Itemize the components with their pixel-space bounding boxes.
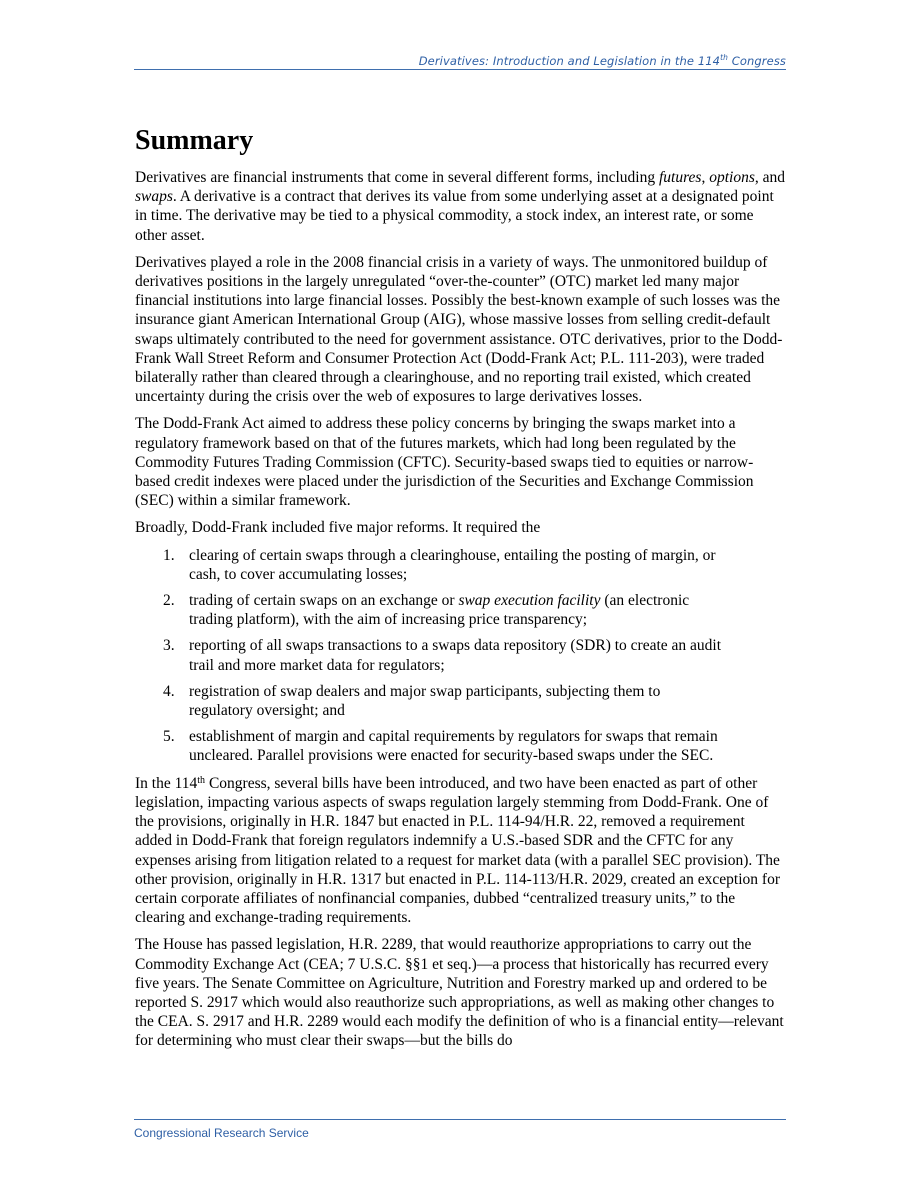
term-swap-execution-facility: swap execution facility [458, 592, 601, 610]
list-item-text: establishment of margin and capital requirements by regulators for swaps that remain uncleared. Parallel provisions were enacted for security-based swaps under the SEC. [189, 728, 718, 765]
list-number: 1. [163, 546, 175, 564]
term-futures: futures [658, 169, 702, 186]
list-item-text-post: (an electronic trading platform), with the aim of increasing price transparency; [189, 592, 690, 629]
list-item [135, 636, 785, 674]
reforms-list [135, 546, 785, 766]
paragraph-4: Broadly, Dodd-Frank included five major reforms. It required the [135, 519, 541, 537]
footer-label: Congressional Research Service [134, 1126, 309, 1140]
p5-text-pre: In the 114 [135, 774, 198, 792]
p5-ordinal: th [197, 774, 206, 786]
p1-text-g: . A derivative is a contract that derives its value from some underlying asset at a designated point in time. The derivative may be tied to a physical commodity, a stock index, an interest rate, or some other asset. [135, 188, 774, 244]
page-footer [134, 1119, 786, 1142]
list-item-text: reporting of all swaps transactions to a swaps data repository (SDR) to create an audit trail and more market data for regulators; [189, 637, 722, 674]
list-item [135, 727, 785, 765]
running-title [419, 54, 786, 68]
list-number: 5. [163, 728, 175, 746]
running-title-end: Congress [728, 54, 786, 68]
p1-text-c: , [701, 169, 710, 186]
running-header [134, 54, 786, 70]
term-swaps: swaps [135, 188, 173, 206]
p5-text-post: Congress, several bills have been introduced, and two have been enacted as part of other legislation, impacting various aspects of swaps regulation largely stemming from Dodd-Frank. One of the provisions, originally in H.R. 1847 but enacted in P.L. 114-94/H.R. 22, removed a requirement added in Dodd-Frank that foreign regulators indemnify a U.S.-based SDR and the CFTC for any expenses arising from litigation related to a request for market data (with a parallel SEC provision). The other provision, originally in H.R. 1317 but enacted in P.L. 114-113/H.R. 2029, created an exception for certain corporate affiliates of nonfinancial companies, dubbed “centralized treasury units,” to the clearing and exchange-trading requirements. [135, 774, 780, 927]
term-options: options [709, 169, 755, 186]
section-heading: Summary [135, 125, 254, 156]
running-title-main: Derivatives: Introduction and Legislation in the 114 [418, 54, 721, 68]
running-title-ordinal: th [720, 53, 728, 62]
paragraph-1 [135, 168, 785, 245]
p1-text-a: Derivatives are financial instruments that come in several different forms, including [135, 169, 659, 186]
list-item-text-pre: trading of certain swaps on an exchange or [189, 592, 459, 610]
summary-section [135, 124, 785, 1059]
paragraph-2: Derivatives played a role in the 2008 financial crisis in a variety of ways. The unmonitored buildup of derivatives positions in the largely unregulated “over-the-counter” (OTC) market led many major financial institutions into large financial losses. Possibly the best-known example of such losses was the insurance giant American International Group (AIG), whose massive losses from selling credit-default swaps ultimately contributed to the need for government assistance. OTC derivatives, prior to the Dodd-Frank Wall Street Reform and Consumer Protection Act (Dodd-Frank Act; P.L. 111-203), were traded bilaterally rather than cleared through a clearinghouse, and no reporting trail existed, which created uncertainty during the crisis over the web of exposures to large derivatives losses. [135, 253, 783, 406]
list-item [135, 546, 785, 584]
list-item-text: registration of swap dealers and major swap participants, subjecting them to regulatory oversight; and [189, 682, 661, 720]
list-number: 2. [163, 592, 175, 610]
list-item [135, 591, 785, 629]
list-number: 4. [163, 682, 175, 700]
p1-text-e: , and [754, 169, 785, 186]
list-item-text: clearing of certain swaps through a clearinghouse, entailing the posting of margin, or cash, to cover accumulating losses; [189, 546, 716, 583]
paragraph-6: The House has passed legislation, H.R. 2289, that would reauthorize appropriations to carry out the Commodity Exchange Act (CEA; 7 U.S.C. §§1 et seq.)—a process that historically has recurred every five years. The Senate Committee on Agriculture, Nutrition and Forestry marked up and ordered to be reported S. 2917 which would also reauthorize such appropriations, as well as making other changes to the CEA. S. 2917 and H.R. 2289 would each modify the definition of who is a financial entity—relevant for determining who must clear their swaps—but the bills do [135, 936, 784, 1050]
paragraph-3: The Dodd-Frank Act aimed to address these policy concerns by bringing the swaps market into a regulatory framework based on that of the futures markets, which had long been regulated by the Commodity Futures Trading Commission (CFTC). Security-based swaps tied to equities or narrow-based credit indexes were placed under the jurisdiction of the Securities and Exchange Commission (SEC) within a similar framework. [135, 415, 754, 510]
paragraph-5 [135, 774, 785, 928]
list-item [135, 682, 785, 720]
list-number: 3. [163, 637, 175, 655]
